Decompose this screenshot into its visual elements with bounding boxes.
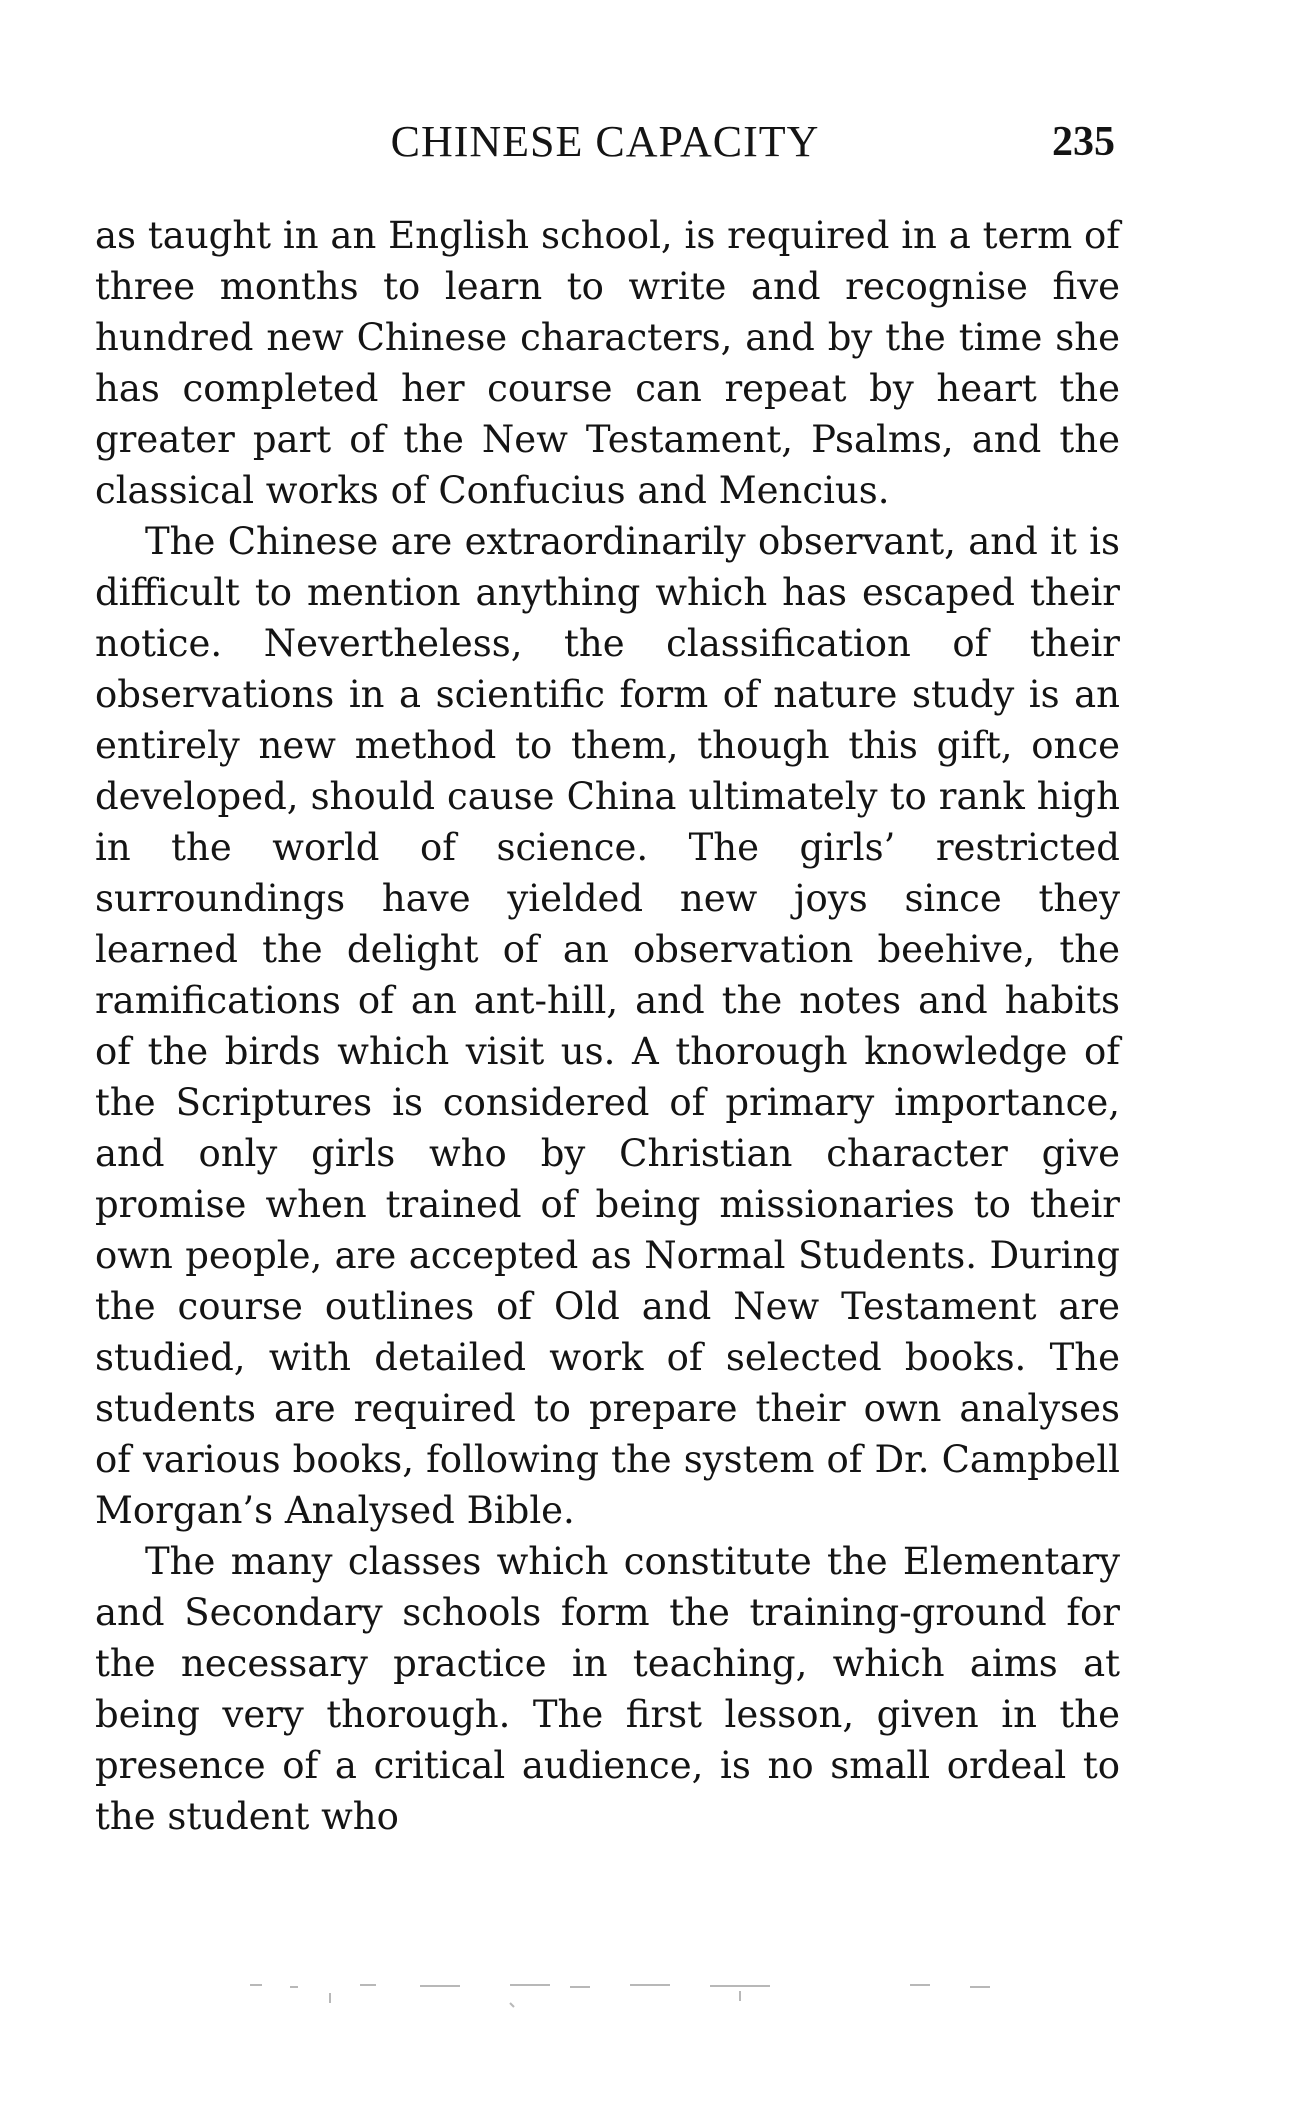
paragraph-continued: as taught in an English school, is required in a term of three months to learn to write and recognise five hundred new Chinese characters, and by the time she has completed her course can repeat by heart the greater part of the New Testament, Psalms, and the classical works of Confucius and Mencius.: [95, 214, 1120, 512]
running-head: [95, 112, 1115, 172]
paragraph-observation: The Chinese are extraordinarily observant, and it is difficult to mention anything which has escaped their notice. Nevertheless, the classification of their observations in a scientific form of nature study is an entirely new method to them, though this gift, once developed, should cause China ultimately to rank high in the world of science. The girls’ restricted surroundings have yielded new joys since they learned the delight of an observation beehive, the ramifications of an ant-hill, and the notes and habits of the birds which visit us. A thorough knowledge of the Scriptures is considered of primary importance, and only girls who by Christian character give promise when trained of being missionaries to their own people, are accepted as Normal Students. During the course outlines of Old and New Testament are studied, with detailed work of selected books. The students are required to prepare their own analyses of various books, following the system of Dr. Campbell Morgan’s Analysed Bible.: [95, 520, 1120, 1532]
body-text: [95, 210, 1120, 1842]
paragraph-training: The many classes which constitute the Elementary and Secondary schools form the training-ground for the necessary practice in teaching, which aims at being very thorough. The first lesson, given in the presence of a critical audience, is no small ordeal to the student who: [95, 1540, 1120, 1838]
page-number: 235: [1052, 119, 1115, 165]
running-title: CHINESE CAPACITY: [390, 117, 820, 166]
print-bleed-marks: [210, 1975, 1110, 2015]
